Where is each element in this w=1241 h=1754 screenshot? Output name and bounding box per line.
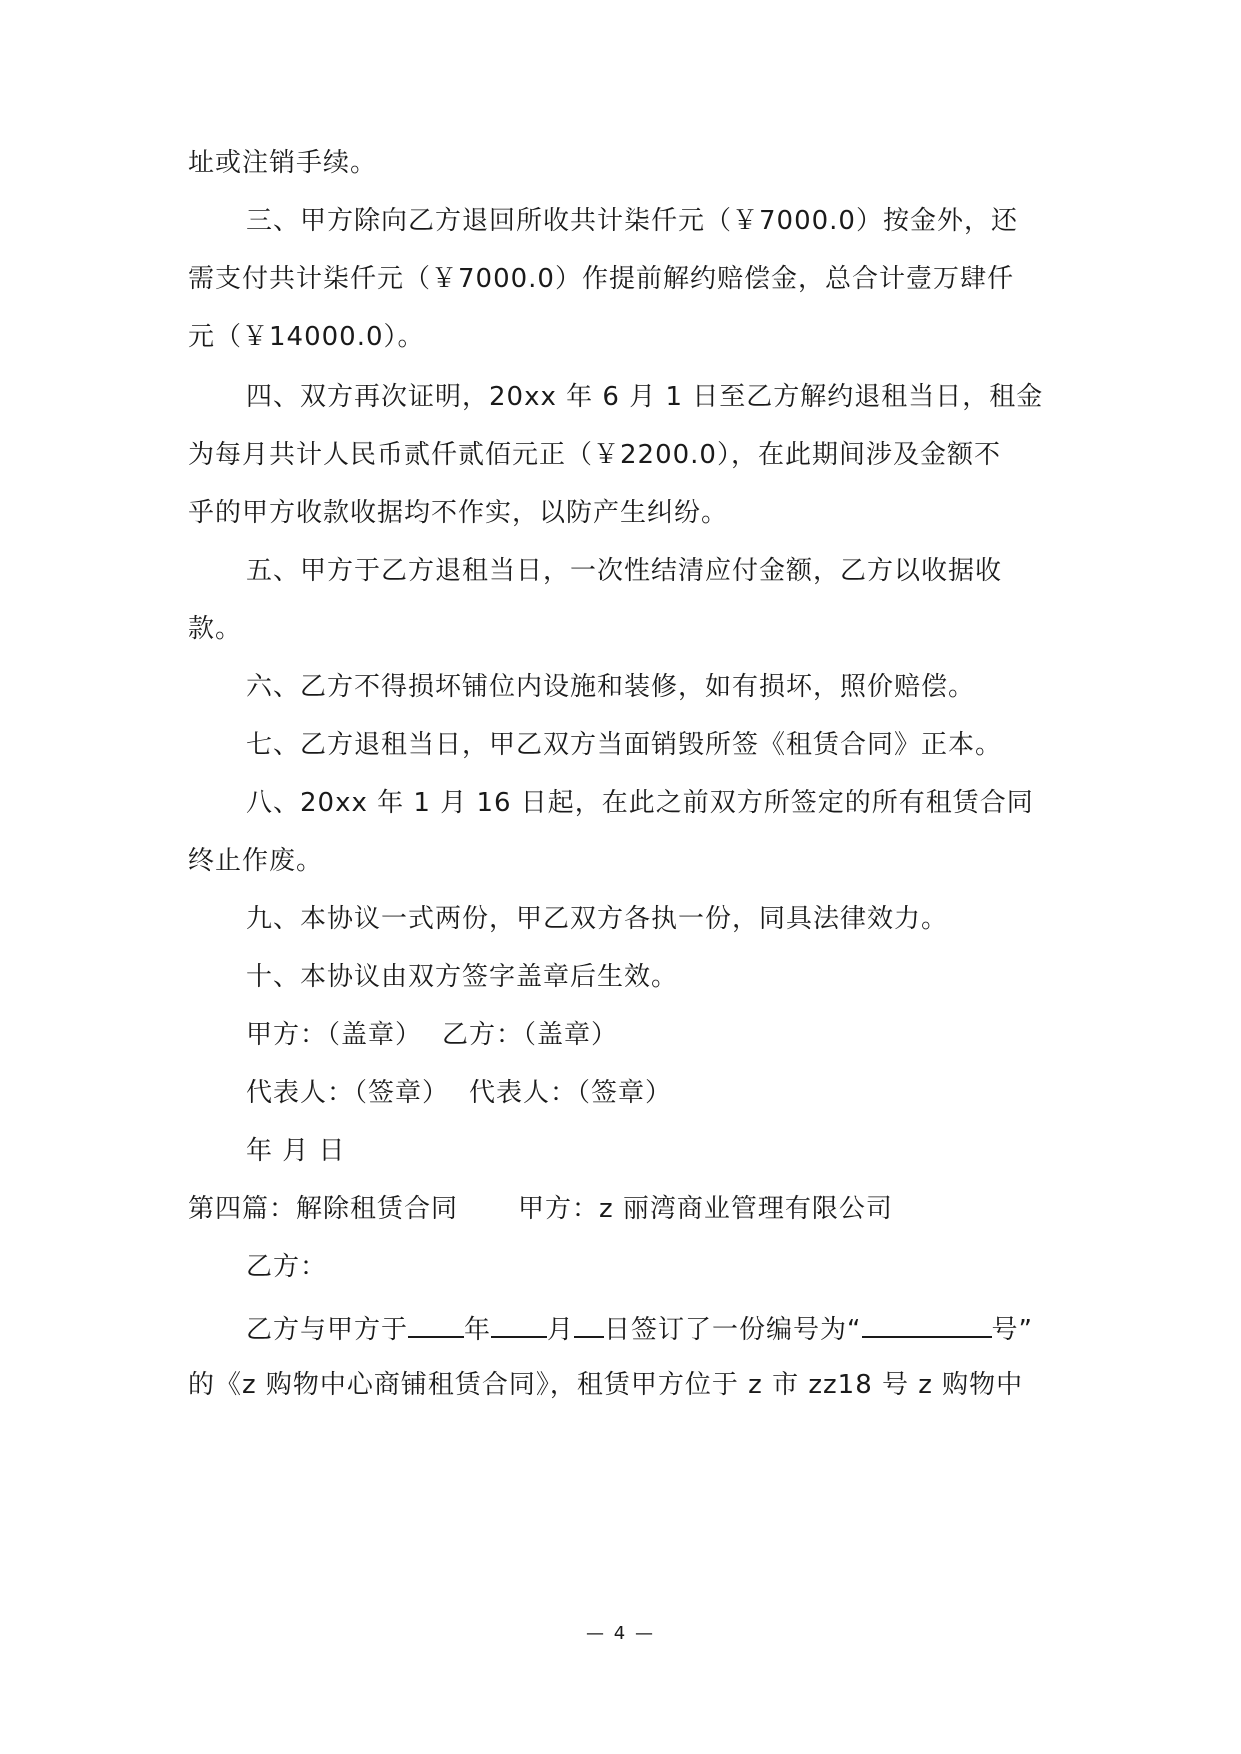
- section-title: 第四篇：解除租赁合同: [188, 1194, 459, 1224]
- text-segment: 月: [547, 1315, 575, 1345]
- text-segment: 号”: [991, 1315, 1034, 1345]
- paragraph-line: 乎的甲方收款收据均不作实，以防产生纠纷。: [188, 498, 729, 528]
- paragraph-line: 九、本协议一式两份，甲乙双方各执一份，同具法律效力。: [246, 904, 949, 934]
- paragraph-line: 终止作废。: [188, 846, 324, 876]
- paragraph-line: 五、甲方于乙方退租当日，一次性结清应付金额，乙方以收据收: [246, 556, 1003, 586]
- paragraph-line: 款。: [188, 614, 243, 644]
- party-b-seal: 乙方：（盖章）: [442, 1020, 619, 1050]
- paragraph-line: 址或注销手续。: [188, 148, 378, 178]
- paragraph-line: 四、双方再次证明，20xx 年 6 月 1 日至乙方解约退租当日，租金: [246, 382, 1044, 412]
- agreement-date-line: [246, 1310, 1068, 1344]
- paragraph-line: 三、甲方除向乙方退回所收共计柒仟元（￥7000.0）按金外，还: [246, 206, 1018, 236]
- rep-b-signature: 代表人：（签章）: [469, 1078, 673, 1108]
- blank-contract-number: [862, 1310, 992, 1338]
- text-segment: 乙方与甲方于: [246, 1315, 409, 1345]
- seal-line: [246, 1018, 1068, 1052]
- text-segment: 日签订了一份编号为“: [604, 1315, 862, 1345]
- blank-month: [491, 1310, 547, 1338]
- blank-year: [408, 1310, 464, 1338]
- date-line: 年 月 日: [246, 1136, 346, 1166]
- paragraph-line: 七、乙方退租当日，甲乙双方当面销毁所签《租赁合同》正本。: [246, 730, 1003, 760]
- paragraph-line: 为每月共计人民币贰仟贰佰元正（￥2200.0），在此期间涉及金额不: [188, 440, 1001, 470]
- rep-a-signature: 代表人：（签章）: [246, 1078, 450, 1108]
- section-heading-line: [188, 1192, 1068, 1226]
- paragraph-line: 需支付共计柒仟元（￥7000.0）作提前解约赔偿金，总合计壹万肆仟: [188, 264, 1014, 294]
- paragraph-line: 的《z 购物中心商铺租赁合同》，租赁甲方位于 z 市 zz18 号 z 购物中: [188, 1370, 1024, 1400]
- page-number: — 4 —: [586, 1623, 655, 1644]
- blank-day: [574, 1310, 604, 1338]
- paragraph-line: 十、本协议由双方签字盖章后生效。: [246, 962, 679, 992]
- party-a-seal: 甲方：（盖章）: [246, 1020, 423, 1050]
- representative-line: [246, 1076, 1068, 1110]
- paragraph-line: 八、20xx 年 1 月 16 日起，在此之前双方所签定的所有租赁合同: [246, 788, 1034, 818]
- paragraph-line: 元（￥14000.0）。: [188, 322, 425, 352]
- text-segment: 年: [464, 1315, 492, 1345]
- paragraph-line: 六、乙方不得损坏铺位内设施和装修，如有损坏，照价赔偿。: [246, 672, 976, 702]
- party-b-line: 乙方：: [246, 1252, 328, 1282]
- party-a-name: 甲方：z 丽湾商业管理有限公司: [518, 1194, 893, 1224]
